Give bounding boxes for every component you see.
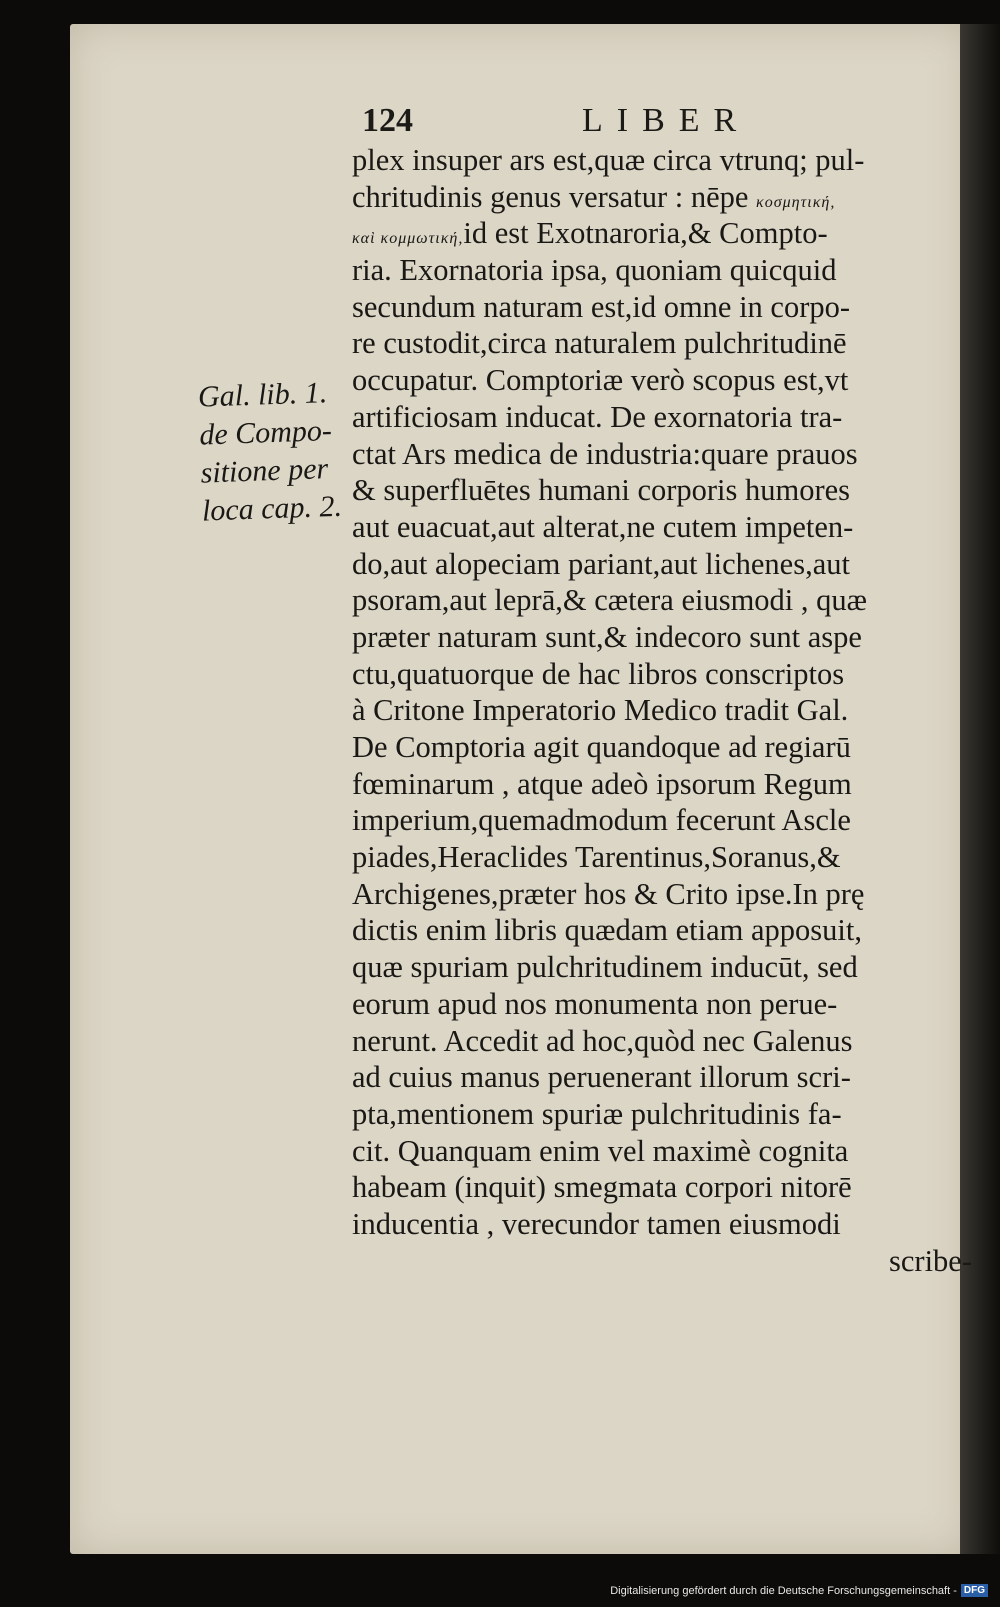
text-line: occupatur. Comptoriæ verò scopus est,vt [352, 363, 849, 398]
text-line: quæ spuriam pulchritudinem inducūt, sed [352, 950, 858, 985]
margin-note-line: Gal. lib. 1. [197, 376, 328, 414]
text-line: ad cuius manus peruenerant illorum scri- [352, 1060, 851, 1095]
credit-text: Digitalisierung gefördert durch die Deutsche Forschungsgemeinschaft - [610, 1584, 957, 1597]
text-line: Archigenes,præter hos & Crito ipse.In prę [352, 876, 865, 911]
text-line: De Comptoria agit quandoque ad regiarū [352, 730, 851, 764]
text-line: eorum apud nos monumenta non perue- [352, 986, 838, 1021]
text-line: cit. Quanquam enim vel maximè cognita [352, 1133, 849, 1168]
text-line: καὶ κομμωτική,id est Exotnaroria,& Compto- [352, 216, 828, 251]
text-line: aut euacuat,aut alterat,ne cutem impeten- [352, 509, 854, 544]
text-line: ctat Ars medica de industria:quare prauos [352, 436, 858, 471]
text-line: ctu,quatuorque de hac libros conscriptos [352, 656, 845, 691]
greek-word: κοσμητική, [756, 193, 836, 211]
text-line: fœminarum , atque adeò ipsorum Regum [352, 766, 852, 801]
text-line: nerunt. Accedit ad hoc,quòd nec Galenus [352, 1023, 853, 1058]
text-line: plex insuper ars est,quæ circa vtrunq; pul- [352, 143, 865, 177]
text-line: à Critone Imperatorio Medico tradit Gal. [352, 693, 849, 728]
margin-note-line: de Compo- [198, 414, 333, 452]
catchword: scribe- [889, 1243, 972, 1278]
margin-note-line: sitione per [200, 452, 329, 490]
text-line: re custodit,circa naturalem pulchritudinē [352, 326, 847, 361]
text-line: imperium,quemadmodum fecerunt Ascle [352, 803, 851, 838]
text-line: præter naturam sunt,& indecoro sunt aspe [352, 619, 862, 654]
text-line: do,aut alopeciam pariant,aut lichenes,aut [352, 546, 850, 581]
text-line: & superfluētes humani corporis humores [352, 473, 851, 508]
text-line: secundum naturam est,id omne in corpo- [352, 289, 851, 324]
text-line: artificiosam inducat. De exornatoria tra- [352, 399, 843, 434]
greek-word: καὶ κομμωτική, [352, 230, 464, 248]
margin-note [197, 373, 352, 530]
text-line: chritudinis genus versatur : nēpe κοσμητική, [352, 179, 836, 214]
digitization-credit [610, 1584, 988, 1597]
dfg-logo: DFG [961, 1584, 988, 1597]
text-line: ria. Exornatoria ipsa, quoniam quicquid [352, 253, 837, 288]
text-line: habeam (inquit) smegmata corpori nitorē [352, 1170, 852, 1205]
text-line: inducentia , verecundor tamen eiusmodi [352, 1206, 841, 1241]
page-header [362, 102, 922, 142]
running-head: LIBER [582, 102, 751, 139]
margin-note-line: loca cap. 2. [201, 489, 343, 528]
text-line: piades,Heraclides Tarentinus,Soranus,& [352, 840, 841, 875]
page-number: 124 [362, 102, 413, 139]
text-line: psoram,aut leprā,& cætera eiusmodi , quæ [352, 583, 867, 618]
text-line: dictis enim libris quædam etiam apposuit, [352, 913, 862, 948]
text-line: pta,mentionem spuriæ pulchritudinis fa- [352, 1096, 842, 1131]
body-text [352, 142, 972, 1279]
